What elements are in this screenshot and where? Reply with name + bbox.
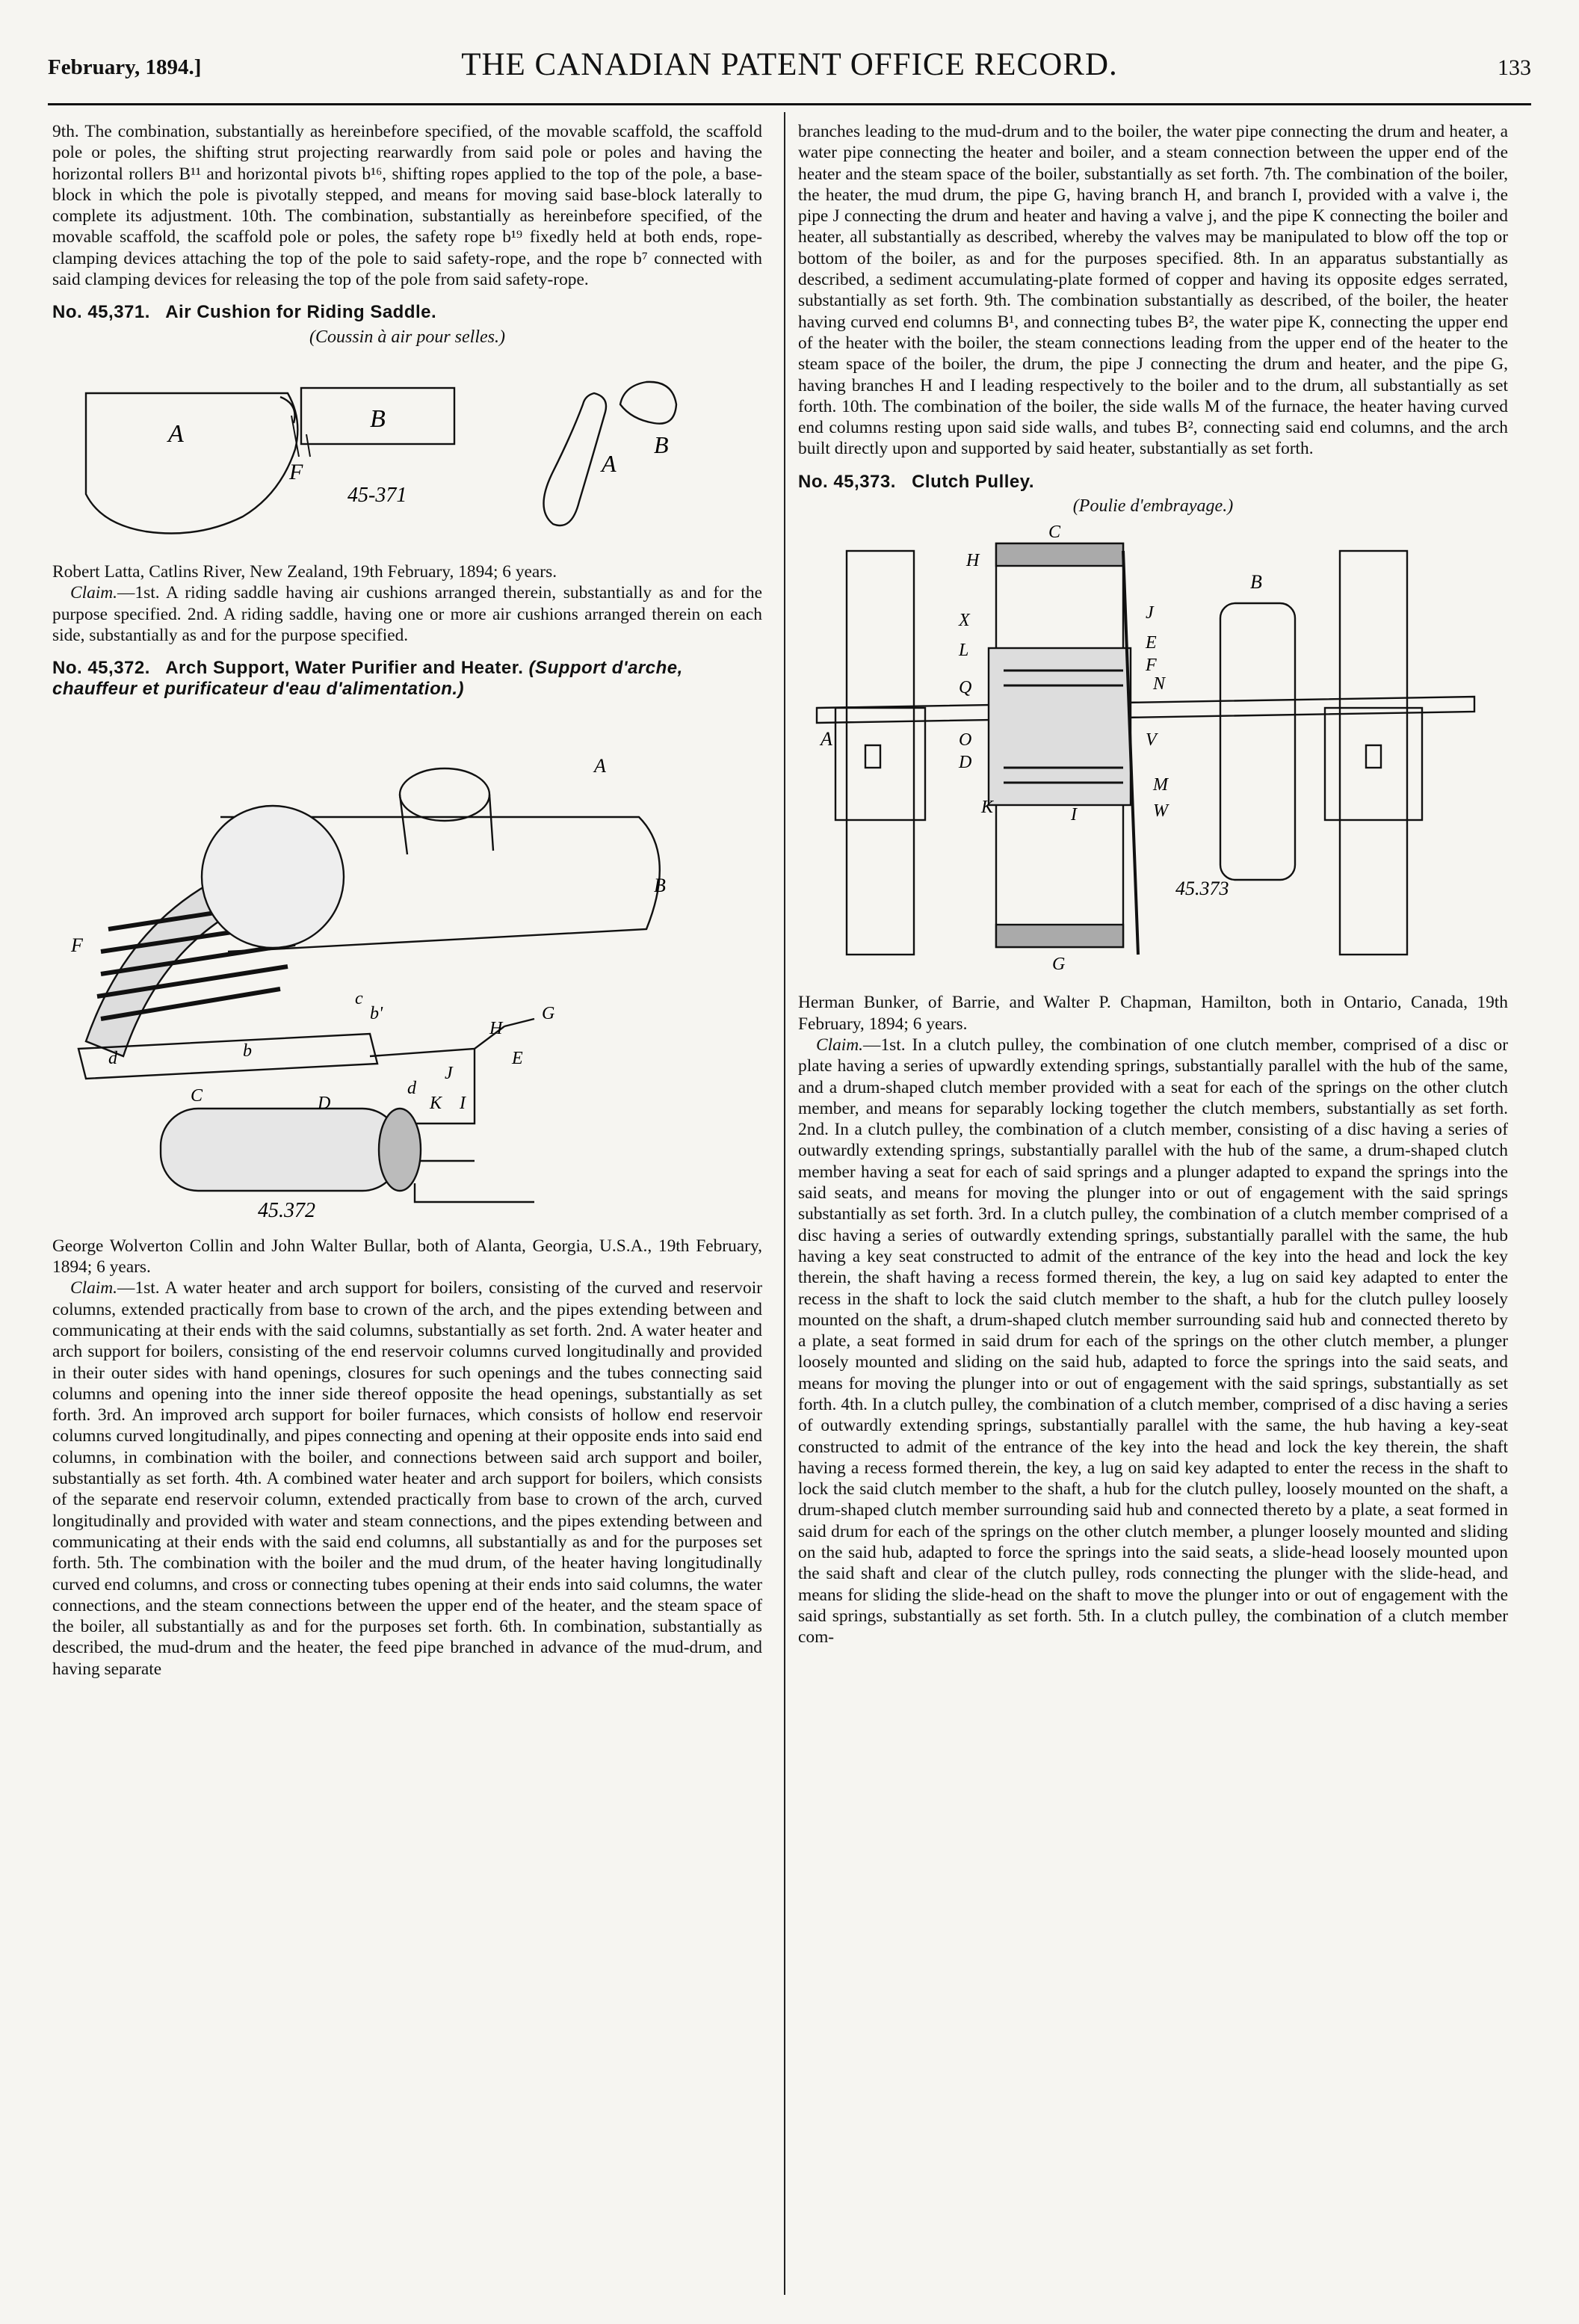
claims-paragraph	[52, 1277, 762, 1680]
inventor-info: Herman Bunker, of Barrie, and Walter P. Chapman, Hamilton, both in Ontario, Canada, 19th February, 1894; 6 years.	[798, 993, 1508, 1034]
right-column	[798, 121, 1508, 1648]
fig-label-J: J	[1146, 603, 1154, 623]
fig-label-F: F	[71, 934, 83, 956]
continued-claims-text: 9th. The combination, substantially as hereinbefore specified, of the movable scaffold, the scaffold pole or poles, the shifting strut projecting rearwardly from said pole or poles and having the horizontal rollers B¹¹ and horizontal pivots b¹⁶, shifting ropes applied to the top of the pole, a base-block in which the pole is pivotally stepped, and means for moving said base-block laterally to complete its adjustment. 10th. The combination, substantially as hereinbefore specified, of the movable scaffold, the scaffold pole or poles, the safety rope b¹⁹ fixedly held at both ends, rope-clamping devices attaching the top of the pole to said safety-rope, and the rope b⁷ connected with said clamping devices for releasing the top of the pole from said safety-rope.	[52, 122, 762, 290]
fig-label-W: W	[1153, 801, 1168, 822]
fig-label-E: E	[512, 1048, 523, 1068]
fig-label-b-prime: b'	[370, 1003, 383, 1023]
patent-title: Arch Support, Water Purifier and Heater.	[165, 658, 524, 679]
fig-label-I: I	[1071, 805, 1077, 825]
claim-text: —1st. A water heater and arch support for boilers, consisting of the curved and reservoir columns, extended practically from base to crown of the arch, and the pipes extending between and communicating at their ends with the said columns, substantially as set forth. 2nd. A water heater and arch support for boilers, consisting of the end reservoir columns curved longitudinally and provided in their outer sides with hand openings, closures for such openings and the tubes connecting said columns and opening into the inner side thereof opposite the head openings, substantially as set forth. 3rd. An improved arch support for boiler furnaces, which consists of hollow end reservoir columns curved longitudinally, and pipes connecting and opening at their opposite ends into said end columns, in combination with the boiler, and connections between said arch support and boiler, substantially as set forth. 4th. A combined water heater and arch support for boilers, which consists of the separate end reservoir column, extended practically from base to crown of the arch, curved longitudinally and provided with water and steam connections, and the pipes extending between and communicating at their ends with the said end columns, all substantially as and for the purposes set forth. 5th. The combination with the boiler and the mud drum, of the heater having longitudinally curved end columns, and cross or connecting tubes opening at their ends into said columns, the water connections, and the steam connections between the upper end of the heater, and the steam space of the boiler, all substantially as and for the purposes set forth. 6th. In combination, substantially as described, the mud-drum and the heater, the feed pipe branched in advance of the mud-drum, and having separate	[52, 1278, 762, 1679]
continued-claims-text: branches leading to the mud-drum and to the boiler, the water pipe connecting the drum and heater, a water pipe connecting the heater and boiler, and a steam connection between the upper end of the heater and the steam space of the boiler, substantially as set forth. 7th. The combination of the boiler, the heater, the mud drum, the pipe G, having branch H, and branch I, provided with a valve i, the pipe J connecting the drum and heater and having a valve j, and the pipe K connecting the boiler and heater, all substantially as described, whereby the valves may be manipulated to blow off the top or bottom of the boiler, as and for the purposes specified. 8th. In an apparatus substantially as described, a sediment accumulating-plate formed of copper and having its opposite edges serrated, substantially as set forth. 9th. The combination substantially as described, of the boiler, the heater having curved end columns B¹, and connecting tubes B², the water pipe K, connecting the upper end of the heater with the boiler, the steam connections leading from the upper end of the heater to the steam space of the boiler, the drum, the pipe J connecting the drum and heater, and the pipe G, having branches H and I leading respectively to the boiler and to the drum, all substantially as set forth. 10th. The combination of the boiler, the side walls M of the furnace, the heater having curved end columns resting upon said side walls, and tubes B², connecting said end columns, and the arch built directly upon and supported by said heater, substantially as set forth.	[798, 122, 1508, 459]
fig-label-B: B	[1250, 571, 1262, 594]
claim-text: —1st. A riding saddle having air cushions arranged therein, substantially as and for the purpose specified. 2nd. A riding saddle, having one or more air cushions arranged therein on each side, substantially as and for the purpose specified.	[52, 583, 762, 645]
claim-text: —1st. In a clutch pulley, the combination of one clutch member, comprised of a disc or plate having a series of upwardly extending springs, substantially parallel with the hub of the same, and a drum-shaped clutch member provided with a seat for each of the springs on the other clutch member, and means for separably locking together the clutch members, substantially as set forth. 2nd. In a clutch pulley, the combination of a clutch member, consisting of a disc having a series of outwardly extending springs, substantially parallel with the hub of the same, a drum-shaped clutch member having a seat for each of said springs and a plunger adapted to expand the springs into the said seats, and means for moving the plunger into or out of engagement with the said springs substantially as set forth. 3rd. In a clutch pulley, the combination of a clutch member comprised of a disc having a series of outwardly extending springs, substantially parallel with the same, the hub having a key seat constructed to admit of the entrance of the key into the head and lock the key therein, the shaft having a recess formed therein, the key, a lug on said key adapted to enter the recess in the shaft to lock the said clutch member to the shaft, a hub for the clutch pulley loosely mounted on the shaft, a drum-shaped clutch member surrounding said hub and connected thereto by a plate, a seat formed in said drum for each of the springs on the other clutch member, a plunger loosely mounted and sliding on the said hub, adapted to force the springs into the said seats, and means for moving the plunger into or out of engagement with the said springs, substantially as set forth. 4th. In a clutch pulley, the combination of a clutch member, comprised of a disc having a series of outwardly extending springs, substantially parallel with the same, the hub having a key-seat constructed to admit of the entrance of the key into the head and lock the key therein, the shaft having a recess formed therein, the key, a lug on said key adapted to enter the recess in the shaft to lock the said clutch member to the shaft, a hub for the clutch pulley, loosely mounted on the shaft, a drum-shaped clutch member surrounding said hub and connected thereto by a plate, a seat formed in said drum for each of the springs on the other clutch member, a plunger loosely mounted and sliding on the said hub, adapted to force the springs into the said seats, a slide-head loosely mounted upon the said shaft and clear of the clutch pulley, rods connecting the plunger with the slide-head, and means for sliding the slide-head on the shaft to move the plunger into or out of engagement with the said springs, substantially as set forth. 5th. In a clutch pulley, the combination of a clutch member com-	[798, 1035, 1508, 1648]
fig-label-H: H	[489, 1018, 503, 1038]
fig-label-G: G	[542, 1003, 555, 1023]
fig-label-C: C	[1048, 523, 1061, 543]
fig-label-d2: d	[407, 1078, 416, 1098]
fig-label-A: A	[594, 754, 606, 777]
fig-label-A2: A	[602, 449, 617, 477]
fig-label-D: D	[318, 1093, 331, 1113]
fig-label-K: K	[430, 1093, 442, 1113]
page-number: 133	[1498, 55, 1531, 80]
fig-label-O: O	[959, 730, 972, 750]
fig-label-H: H	[966, 551, 980, 571]
arch-support-heater-figure	[56, 705, 758, 1228]
header-rule	[48, 103, 1531, 105]
fig-label-J: J	[445, 1063, 453, 1083]
figure-reference-number: 45.372	[258, 1198, 315, 1222]
fig-label-F: F	[1146, 656, 1157, 676]
patent-heading-45371	[52, 302, 762, 323]
inventor-info: George Wolverton Collin and John Walter Bullar, both of Alanta, Georgia, U.S.A., 19th February, 1894; 6 years.	[52, 1236, 762, 1277]
patent-title: Air Cushion for Riding Saddle.	[165, 302, 437, 323]
fig-label-E: E	[1146, 633, 1157, 653]
fig-label-Q: Q	[959, 678, 972, 698]
fig-label-M: M	[1153, 775, 1168, 795]
fig-label-K: K	[981, 798, 994, 818]
patent-number: No. 45,372.	[52, 658, 150, 679]
fig-label-B: B	[654, 874, 666, 896]
claim-label: Claim.	[70, 583, 118, 603]
figure-reference-number: 45-371	[347, 483, 407, 507]
fig-label-d: d	[108, 1048, 117, 1068]
issue-date: February, 1894.]	[48, 55, 202, 79]
left-column	[52, 121, 762, 1680]
saddle-cushion-figure	[56, 352, 758, 554]
clutch-pulley-figure	[802, 521, 1504, 984]
claims-paragraph	[52, 582, 762, 646]
patent-title: Clutch Pulley.	[912, 471, 1034, 492]
page-header	[48, 46, 1531, 91]
inventor-info: Robert Latta, Catlins River, New Zealand, 19th February, 1894; 6 years.	[52, 561, 557, 582]
fig-label-L: L	[959, 641, 969, 661]
fig-label-G: G	[1052, 955, 1066, 975]
patent-heading-45373	[798, 472, 1508, 493]
patent-french-title: (Support d'arche, chauffeur et purificateur d'eau d'alimentation.)	[52, 658, 683, 700]
fig-label-B: B	[370, 404, 386, 433]
claims-paragraph	[798, 1035, 1508, 1648]
fig-label-C: C	[191, 1085, 203, 1106]
patent-number: No. 45,371.	[52, 302, 150, 323]
fig-label-X: X	[959, 611, 970, 631]
fig-label-N: N	[1153, 674, 1166, 694]
fig-label-F: F	[289, 459, 303, 484]
fig-label-V: V	[1146, 730, 1157, 750]
fig-label-A: A	[821, 728, 832, 750]
fig-label-A: A	[168, 419, 184, 448]
patent-heading-45372	[52, 658, 762, 700]
claim-label: Claim.	[70, 1278, 118, 1298]
column-divider	[784, 112, 785, 2295]
fig-label-b: b	[243, 1041, 252, 1061]
figure-reference-number: 45.373	[1175, 878, 1229, 900]
fig-label-D: D	[959, 753, 972, 773]
fig-label-c: c	[355, 988, 363, 1008]
patent-number: No. 45,373.	[798, 471, 896, 492]
patent-french-title: (Poulie d'embrayage.)	[1072, 496, 1234, 517]
fig-label-B2: B	[654, 431, 669, 458]
patent-french-title: (Coussin à air pour selles.)	[309, 327, 505, 347]
claim-label: Claim.	[816, 1035, 864, 1055]
journal-title: THE CANADIAN PATENT OFFICE RECORD.	[461, 47, 1118, 82]
fig-label-I: I	[460, 1093, 466, 1113]
